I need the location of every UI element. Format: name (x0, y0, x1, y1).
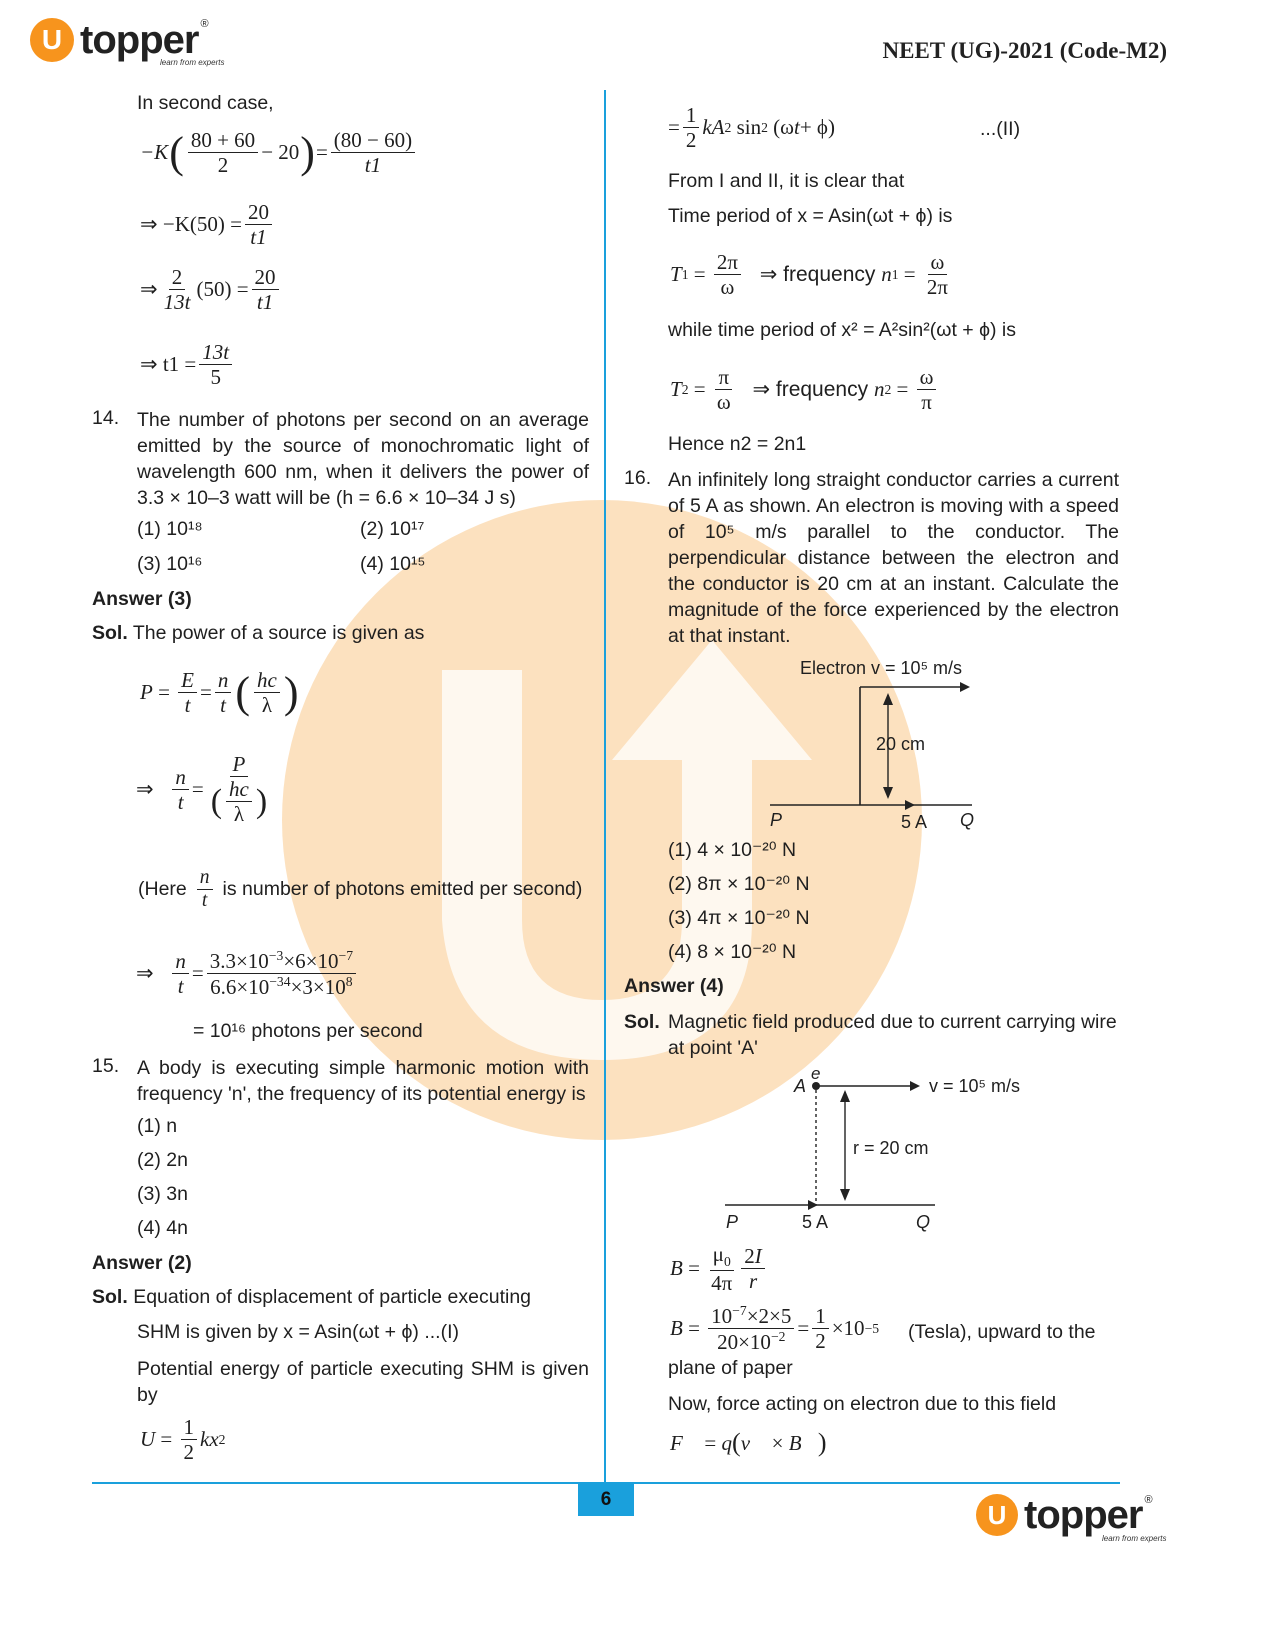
q15-text: A body is executing simple harmonic motion with frequency 'n', the frequency of its potential energy is (137, 1057, 589, 1105)
eq3-num: 2 (169, 265, 186, 290)
time-period-1-text: Time period of x = Asin(ωt + ϕ) is (668, 205, 953, 227)
footer-tagline: learn from experts (1102, 1534, 1167, 1543)
eq3-rnum: 20 (252, 265, 279, 290)
brand-name: topper (80, 18, 199, 62)
brand-logo (30, 18, 209, 62)
q16-option-1[interactable]: (1) 4 × 10⁻²⁰ N (668, 839, 797, 861)
q14-option-4[interactable]: (4) 10¹⁵ (360, 553, 426, 575)
diagram2-p-label: P (726, 1212, 739, 1232)
q15-solution-line-2: SHM is given by x = Asin(ωt + ϕ) ...(I) (137, 1321, 459, 1343)
q16-number: 16. (624, 467, 652, 489)
q15-number: 15. (92, 1055, 120, 1077)
q15-answer: Answer (2) (92, 1252, 192, 1274)
here-pre: (Here (138, 878, 187, 901)
diagram2-q-label: Q (916, 1212, 931, 1232)
eq4-den: 5 (210, 365, 221, 390)
eq-line-4 (140, 340, 235, 389)
b-tail: (Tesla), upward to the (908, 1321, 1096, 1343)
eq3-den: 13t (163, 290, 191, 315)
eq2-den: t1 (250, 225, 267, 250)
eq-line-3 (140, 265, 282, 314)
eq4-lhs: ⇒ t1 = (140, 352, 197, 377)
brand-tagline: learn from experts (160, 58, 225, 67)
eq1-rnum: (80 − 60) (331, 128, 415, 153)
exam-title: NEET (UG)-2021 (Code-M2) (882, 38, 1167, 63)
pe-equation-ii: = $\frac{1}{2}$ kA 2 sin 2 (ω t + ϕ) (668, 103, 835, 153)
q14-option-2[interactable]: (2) 10¹⁷ (360, 518, 425, 540)
q16-sol-text: Magnetic field produced due to current carrying wire at point 'A' (668, 1011, 1117, 1059)
footer-logo-u-icon: U (976, 1494, 1018, 1536)
logo-u-icon: U (30, 18, 74, 62)
q14-solution-intro (92, 622, 424, 645)
q15-solution-line-1 (92, 1286, 531, 1309)
eq-line-1: −K ( $\frac{80 + 60}{2}$ − 20 ) = $\frac{(80 - 60)}{t1}$ (140, 128, 418, 177)
q14-answer: Answer (3) (92, 588, 192, 610)
second-case-intro: In second case, (137, 92, 274, 114)
q14-sol-text: The power of a source is given as (132, 622, 425, 644)
q16-option-4[interactable]: (4) 8 × 10⁻²⁰ N (668, 941, 797, 963)
eq3-mid: (50) = (196, 277, 249, 302)
q15-option-4[interactable]: (4) 4n (137, 1217, 188, 1239)
eq-tag-ii: ...(II) (980, 118, 1021, 140)
eq1-den: 2 (217, 153, 229, 178)
q14-number: 14. (92, 407, 120, 429)
sol-label: Sol. (92, 622, 128, 644)
q16-option-3[interactable]: (3) 4π × 10⁻²⁰ N (668, 907, 810, 929)
eq3-pre: ⇒ (140, 277, 158, 302)
footer-registered-mark: ® (1144, 1494, 1153, 1506)
force-text: Now, force acting on electron due to this field (668, 1393, 1057, 1415)
b-formula: B = $\frac{\mu_0}{4\pi}$ $\frac{2I}{r}$ (670, 1242, 768, 1295)
q14-text: The number of photons per second on an average emitted by the source of monochromatic light of wavelength 600 nm, when it delivers the power of 3.3 × 10–3 watt will be (h = 6.6 × 10–34 J s) (137, 409, 589, 509)
diagram2-e-label: e (811, 1064, 821, 1083)
t2-equation: T 2 = $\frac{\pi}{\omega}$ ⇒ frequency n 2 = $\frac{\omega}{\pi}$ (670, 365, 939, 414)
eq1-num: 80 + 60 (188, 128, 258, 153)
b-line2: plane of paper (668, 1357, 793, 1379)
eq-line-2 (140, 200, 275, 249)
diagram2-current-label: 5 A (802, 1212, 829, 1232)
from-i-ii: From I and II, it is clear that (668, 170, 905, 192)
registered-mark: ® (200, 18, 209, 30)
photon-calc-equation: ⇒ $\frac{n}{t}$ = $\frac{3.3\times 10^{-3}\times 6\times 10^{-7}}{6.6\times 10^{-34}\times 3\times 10^8}$ (136, 948, 359, 999)
u-equation: U = $\frac{1}{2}$ kx 2 (140, 1415, 226, 1465)
sol-label: Sol. (92, 1286, 128, 1308)
power-equation: P = $\frac{E}{t}$ = $\frac{n}{t}$ ( $\frac{hc}{\lambda}$ ) (140, 667, 299, 718)
time-period-2-text: while time period of x² = A²sin²(ωt + ϕ) is (668, 319, 1017, 341)
q16-option-2[interactable]: (2) 8π × 10⁻²⁰ N (668, 873, 810, 895)
q15-option-2[interactable]: (2) 2n (137, 1149, 188, 1171)
diagram2-a-label: A (794, 1076, 807, 1096)
diagram1-distance-label: 20 cm (876, 734, 926, 754)
diagram2-velocity-label: v = 10⁵ m/s (929, 1076, 1020, 1096)
here-post: is number of photons emitted per second) (222, 878, 583, 901)
q15-solution-line-3: Potential energy of particle executing SHM is given by (137, 1358, 589, 1406)
hence-line: Hence n2 = 2n1 (668, 433, 807, 455)
footer-brand-name: topper (1024, 1493, 1143, 1537)
q16-text: An infinitely long straight conductor carries a current of 5 A as shown. An electron is moving with a speed of 10⁵ m/s parallel to the conductor. The perpendicular distance between the electron and the conductor is 20 cm at an instant. Calculate the magnitude of the force experienced by the electron at that instant. (668, 469, 1119, 647)
q15-option-1[interactable]: (1) n (137, 1115, 178, 1137)
diagram1-current-label: 5 A (901, 812, 928, 832)
q15-sol-line1: Equation of displacement of particle executing (133, 1286, 532, 1308)
q15-option-3[interactable]: (3) 3n (137, 1183, 188, 1205)
q14-result: = 10¹⁶ photons per second (193, 1020, 423, 1042)
column-divider (604, 90, 606, 1490)
q16-answer: Answer (4) (624, 975, 724, 997)
t1-equation: T 1 = $\frac{2\pi}{\omega}$ ⇒ frequency n 1 = $\frac{\omega}{2\pi}$ (670, 250, 948, 300)
diagram1-electron-label: Electron v = 10⁵ m/s (800, 658, 963, 678)
eq2-lhs: ⇒ −K(50) = (140, 212, 242, 237)
sol-label: Sol. (624, 1011, 660, 1033)
eq2-num: 20 (245, 200, 272, 225)
diagram1-q-label: Q (960, 810, 975, 830)
b-value-equation: B = $\frac{10^{-7}\times 2\times 5}{20\times 10^{-2}}$ = $\frac{1}{2}$ ×10 −5 (670, 1303, 880, 1355)
n-over-t-equation: ⇒ $\frac{n}{t}$ = P ( $\frac{hc}{\lambda}$ ) (136, 752, 268, 827)
diagram1-p-label: P (770, 810, 783, 830)
eq4-num: 13t (199, 340, 232, 365)
page-number: 6 (578, 1484, 634, 1516)
force-equation: F⃗ = q ( v⃗ × B⃗ ) (670, 1428, 827, 1457)
eq1-rden: t1 (364, 153, 382, 178)
q14-option-1[interactable]: (1) 10¹⁸ (137, 518, 203, 540)
footer-brand-logo (976, 1494, 1153, 1536)
here-note: (Here $\frac{n}{t}$ is number of photons emitted per second) (138, 867, 583, 912)
diagram2-r-label: r = 20 cm (853, 1138, 929, 1158)
q16-solution (624, 1009, 1120, 1061)
eq1-tail: − 20 (261, 140, 300, 165)
eq3-rden: t1 (256, 290, 274, 315)
q14-option-3[interactable]: (3) 10¹⁶ (137, 553, 203, 575)
